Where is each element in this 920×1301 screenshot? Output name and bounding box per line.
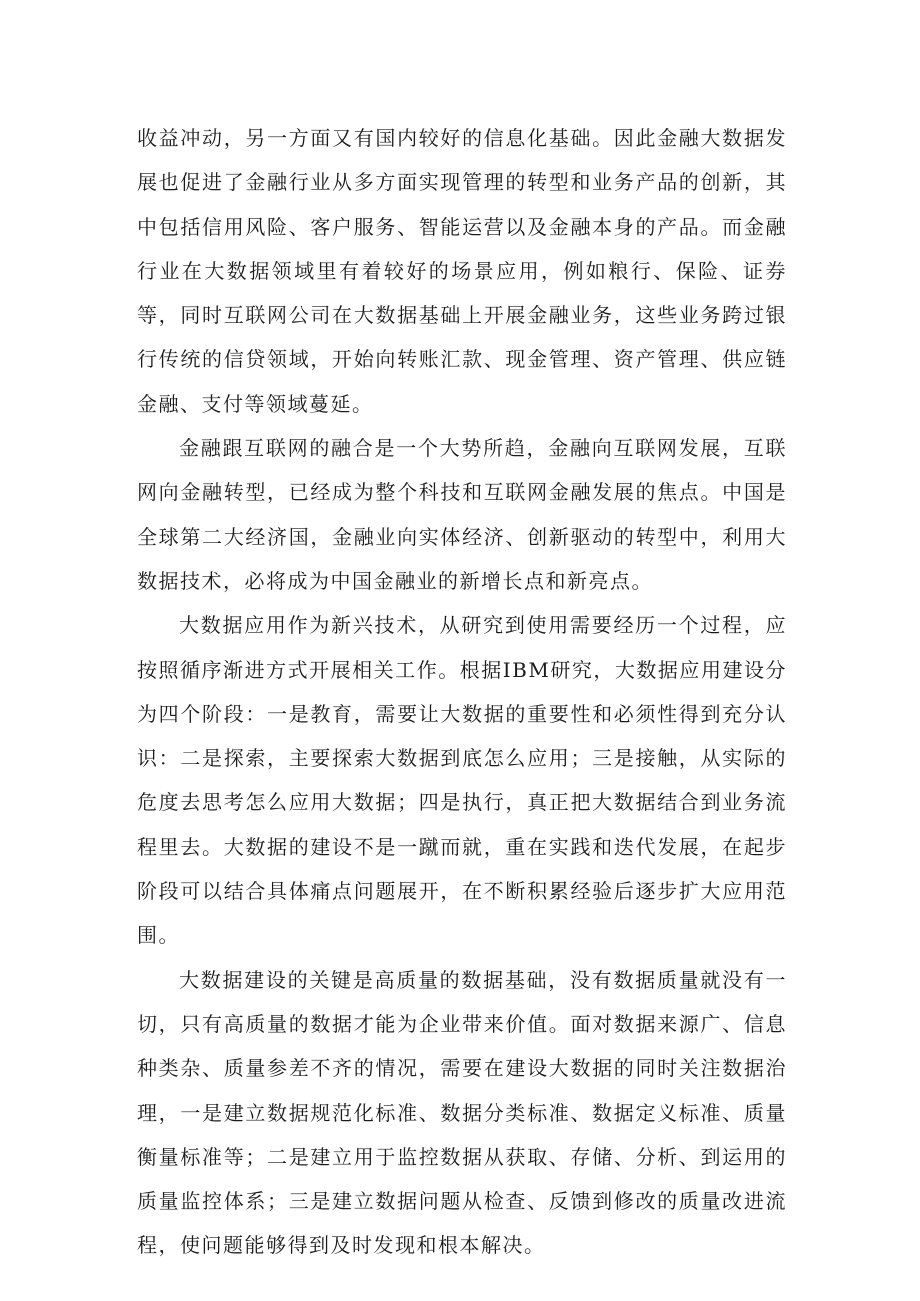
document-body [137,116,787,1268]
paragraph-3: 大数据应用作为新兴技术，从研究到使用需要经历一个过程，应按照循序渐进方式开展相关工作。根据IBM研究，大数据应用建设分为四个阶段：一是教育，需要让大数据的重要性和必须性得到充分认识：二是探索，主要探索大数据到底怎么应用；三是接触，从实际的危度去思考怎么应用大数据；四是执行，真正把大数据结合到业务流程里去。大数据的建设不是一蹴而就，重在实践和迭代发展，在起步阶段可以结合具体痛点问题展开，在不断积累经验后逐步扩大应用范围。 [137,613,787,948]
paragraph-4: 大数据建设的关键是高质量的数据基础，没有数据质量就没有一切，只有高质量的数据才能为企业带来价值。面对数据来源广、信息种类杂、质量参差不齐的情况，需要在建设大数据的同时关注数据治理，一是建立数据规范化标准、数据分类标准、数据定义标准、质量衡量标准等；二是建立用于监控数据从获取、存储、分析、到运用的质量监控体系；三是建立数据问题从检查、反馈到修改的质量改进流程，使问题能够得到及时发现和根本解决。 [137,967,787,1258]
paragraph-2: 金融跟互联网的融合是一个大势所趋，金融向互联网发展，互联网向金融转型，已经成为整个科技和互联网金融发展的焦点。中国是全球第二大经济国，金融业向实体经济、创新驱动的转型中，利用大数据技术，必将成为中国金融业的新增长点和新亮点。 [137,436,787,593]
paragraph-1: 收益冲动，另一方面又有国内较好的信息化基础。因此金融大数据发展也促进了金融行业从多方面实现管理的转型和业务产品的创新，其中包括信用风险、客户服务、智能运营以及金融本身的产品。而金融行业在大数据领域里有着较好的场景应用，例如粮行、保险、证券等，同时互联网公司在大数据基础上开展金融业务，这些业务跨过银行传统的信贷领域，开始向转账汇款、现金管理、资产管理、供应链金融、支付等领域蔓延。 [137,126,787,416]
